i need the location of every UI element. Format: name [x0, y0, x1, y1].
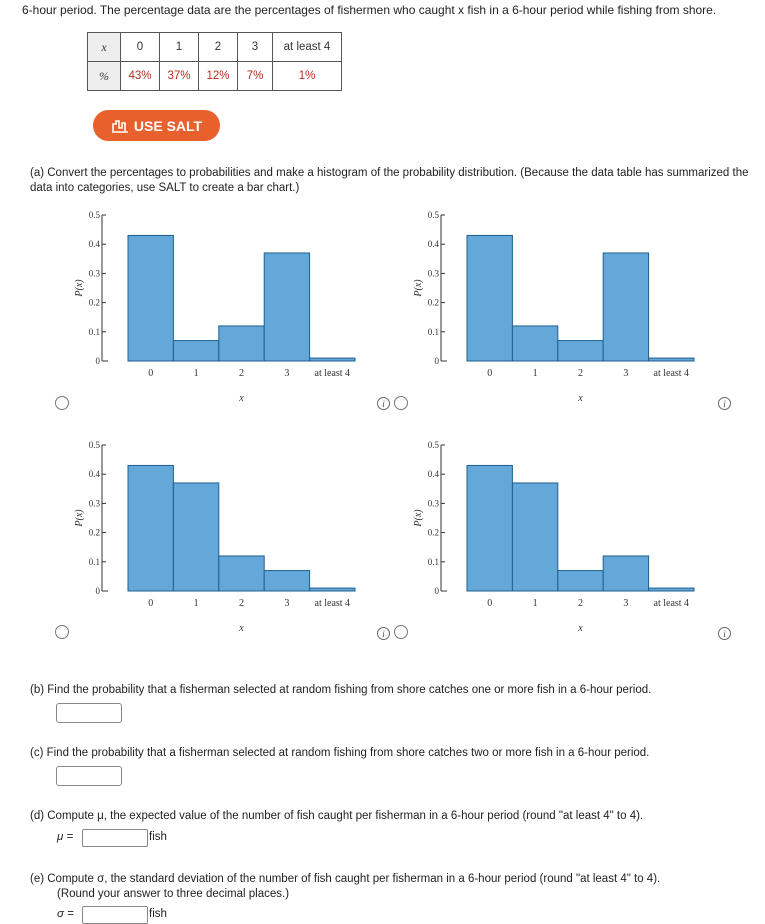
x-tick-label: 2 — [578, 368, 583, 379]
x-tick-label: 0 — [487, 368, 493, 379]
part-d-text: (d) Compute μ, the expected value of the number of fish caught per fisherman in a 6-hour period (round "at least 4" to 4). — [30, 810, 644, 822]
table-row-x — [88, 33, 342, 62]
x-tick-label: 1 — [532, 368, 538, 379]
x-axis-label: x — [578, 623, 583, 634]
part-c-text: (c) Find the probability that a fisherman selected at random fishing from shore catches two or more fish in a 6-hour period. — [30, 747, 650, 759]
y-tick-label: 0 — [95, 586, 100, 596]
x-tick-label: 1 — [193, 368, 199, 379]
y-tick-label: 0.1 — [427, 556, 439, 567]
info-icon[interactable]: i — [377, 627, 390, 640]
y-tick-label: 0.3 — [427, 268, 439, 279]
y-tick-label: 0.4 — [427, 469, 439, 480]
x-tick-label: at least 4 — [653, 598, 690, 609]
bar-0 — [128, 235, 173, 361]
x-axis-label: x — [578, 393, 583, 404]
intro-text: 6-hour period. The percentage data are the percentages of fishermen who caught x fish in a 6-hour period while fishing from shore. — [22, 3, 717, 17]
x-tick-label: at least 4 — [314, 598, 351, 609]
histogram-option-4 — [404, 435, 734, 645]
y-tick-label: 0.2 — [427, 527, 439, 538]
x-tick-label: 3 — [284, 598, 290, 609]
bar-at-least-4 — [310, 588, 355, 591]
bar-1 — [512, 326, 557, 361]
radio-option-2[interactable] — [394, 396, 408, 410]
histogram-option-2 — [404, 205, 734, 415]
bar-1 — [512, 483, 557, 591]
y-tick-label: 0.4 — [88, 469, 100, 480]
y-tick-label: 0.5 — [88, 210, 100, 220]
bar-0 — [467, 235, 512, 361]
part-b-text: (b) Find the probability that a fisherman selected at random fishing from shore catches one or more fish in a 6-hour period. — [30, 684, 652, 696]
x-axis-label: x — [239, 623, 244, 634]
part-c-answer-input[interactable] — [56, 766, 122, 786]
bar-at-least-4 — [649, 358, 694, 361]
x-tick-label: 3 — [623, 598, 629, 609]
y-tick-label: 0.2 — [88, 297, 100, 308]
y-axis-label: P(x) — [74, 509, 85, 527]
mu-answer-input[interactable] — [82, 829, 148, 847]
x-tick-label: 2 — [239, 368, 244, 379]
percent-value-4: 1% — [273, 62, 342, 91]
y-tick-label: 0.4 — [427, 239, 439, 250]
bar-2 — [558, 341, 603, 361]
percentage-table — [87, 32, 342, 91]
bar-3 — [264, 571, 309, 591]
bar-3 — [264, 253, 309, 361]
mu-label: μ = — [57, 831, 74, 843]
sigma-answer-input[interactable] — [82, 906, 148, 924]
x-value-1: 1 — [160, 33, 199, 62]
y-tick-label: 0.1 — [88, 326, 100, 337]
percent-value-2: 12% — [199, 62, 238, 91]
x-value-0: 0 — [121, 33, 160, 62]
part-b-answer-input[interactable] — [56, 703, 122, 723]
bar-2 — [219, 326, 264, 361]
percent-value-0: 43% — [121, 62, 160, 91]
y-tick-label: 0.2 — [427, 297, 439, 308]
x-tick-label: 1 — [193, 598, 199, 609]
y-tick-label: 0.3 — [427, 498, 439, 509]
y-tick-label: 0 — [434, 586, 439, 596]
x-value-4: at least 4 — [273, 33, 342, 62]
y-tick-label: 0.2 — [88, 527, 100, 538]
x-tick-label: 2 — [578, 598, 583, 609]
x-tick-label: at least 4 — [653, 368, 690, 379]
bar-1 — [173, 341, 218, 361]
use-salt-label: USE SALT — [133, 117, 203, 134]
x-value-3: 3 — [238, 33, 273, 62]
y-axis-label: P(x) — [413, 279, 424, 297]
x-tick-label: 0 — [148, 598, 154, 609]
x-tick-label: at least 4 — [314, 368, 351, 379]
bar-1 — [173, 483, 218, 591]
y-tick-label: 0.5 — [427, 210, 439, 220]
y-tick-label: 0.3 — [88, 498, 100, 509]
histogram-option-1 — [65, 205, 395, 415]
info-icon[interactable]: i — [718, 397, 731, 410]
bar-at-least-4 — [310, 358, 355, 361]
bar-3 — [603, 253, 648, 361]
bar-0 — [128, 465, 173, 591]
x-tick-label: 2 — [239, 598, 244, 609]
radio-option-3[interactable] — [55, 625, 69, 639]
radio-option-4[interactable] — [394, 625, 408, 639]
y-tick-label: 0.4 — [88, 239, 100, 250]
info-icon[interactable]: i — [718, 627, 731, 640]
use-salt-button[interactable] — [93, 110, 220, 141]
bar-3 — [603, 556, 648, 591]
y-axis-label: P(x) — [74, 279, 85, 297]
part-e-rounding-note: (Round your answer to three decimal places.) — [57, 888, 290, 900]
x-tick-label: 1 — [532, 598, 538, 609]
y-tick-label: 0.3 — [88, 268, 100, 279]
bar-at-least-4 — [649, 588, 694, 591]
y-tick-label: 0.5 — [88, 440, 100, 450]
x-tick-label: 0 — [487, 598, 493, 609]
x-tick-label: 3 — [623, 368, 629, 379]
radio-option-1[interactable] — [55, 396, 69, 410]
x-value-2: 2 — [199, 33, 238, 62]
x-axis-label: x — [239, 393, 244, 404]
percent-value-3: 7% — [238, 62, 273, 91]
y-tick-label: 0.1 — [88, 556, 100, 567]
table-row-percent — [88, 62, 342, 91]
x-tick-label: 0 — [148, 368, 154, 379]
percent-row-label: % — [88, 62, 121, 91]
bar-0 — [467, 465, 512, 591]
mu-unit: fish — [149, 831, 167, 843]
part-e-text: (e) Compute σ, the standard deviation of the number of fish caught per fisherman in a 6-hour period (round "at least 4" to 4). — [30, 873, 661, 885]
sigma-unit: fish — [149, 908, 167, 920]
info-icon[interactable]: i — [377, 397, 390, 410]
percent-value-1: 37% — [160, 62, 199, 91]
y-tick-label: 0.1 — [427, 326, 439, 337]
histogram-option-3 — [65, 435, 395, 645]
y-tick-label: 0.5 — [427, 440, 439, 450]
salt-chart-icon — [111, 119, 129, 133]
sigma-label: σ = — [57, 908, 74, 920]
x-tick-label: 3 — [284, 368, 290, 379]
y-tick-label: 0 — [95, 356, 100, 366]
y-tick-label: 0 — [434, 356, 439, 366]
x-row-label: x — [88, 33, 121, 62]
bar-2 — [219, 556, 264, 591]
bar-2 — [558, 571, 603, 591]
y-axis-label: P(x) — [413, 509, 424, 527]
part-a-text: (a) Convert the percentages to probabilities and make a histogram of the probability distribution. (Because the data table has summarized the data into categories, use SALT to create a bar chart.) — [30, 167, 749, 194]
